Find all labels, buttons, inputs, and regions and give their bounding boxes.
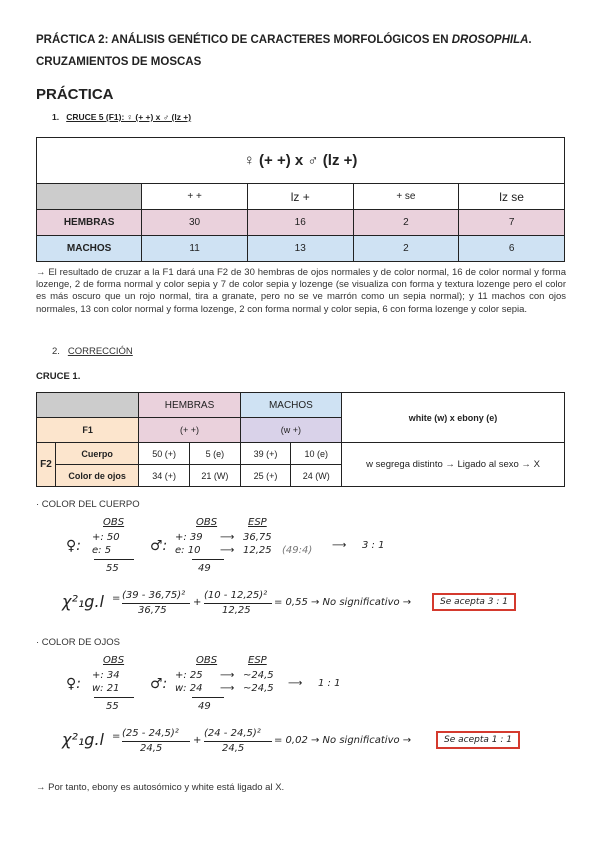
table-row: Color de ojos 34 (+) 21 (W) 25 (+) 24 (W) — [37, 465, 565, 487]
f2-label: F2 — [37, 443, 56, 487]
final-conclusion: → Por tanto, ebony es autosómico y white está ligado al X. — [36, 782, 285, 793]
body-color-heading: · COLOR DEL CUERPO — [36, 499, 140, 510]
list-item-1: 1. CRUCE 5 (F1): ♀ (+ +) x ♂ (lz +) — [52, 112, 192, 122]
accept-box: Se acepta 1 : 1 — [436, 731, 520, 749]
eye-color-handwritten: OBS ♀: +: 34 w: 21 55 OBS ESP ♂: +: 25 w: 24 ⟶ ⟶ ~24,5 ~24,5 49 ⟶ 1 : 1 χ²₁g.l = (25 - 24,5)² 24,5 + (24 - 24,5)² 24,5 = 0,02 → No significativo → Se acepta 1 : 1 — [0, 0, 600, 848]
cruce1-title: CRUCE 1. — [36, 371, 81, 382]
cross5-title: ♀ (+ +) x ♂ (lz +) — [37, 138, 565, 184]
eye-color-heading: · COLOR DE OJOS — [36, 637, 120, 648]
table-row: F2 Cuerpo 50 (+) 5 (e) 39 (+) 10 (e) w segrega distinto → Ligado al sexo → X — [37, 443, 565, 465]
f1-label: F1 — [37, 418, 139, 443]
table-row: HEMBRAS 30 16 2 7 — [37, 210, 565, 236]
machos-header: MACHOS — [240, 393, 341, 418]
section-title: PRÁCTICA — [36, 86, 114, 103]
result-paragraph: → El resultado de cruzar a la F1 dará una F2 de 30 hembras de ojos normales y de color normal, 16 de color normal y forma lozenge, 2 de forma normal y color sepia y 7 de color sepia y lozenge (se visualiza con forma y textura lozenge pero el color es más oscuro que un rojo normal, tira a granate, pero no se ve marrón como un sepia normal); y 11 machos con ojos normales, 13 con color normal y forma lozenge, 2 con forma normal y color sepia, 6 con forma lozenge y color sepia. — [36, 267, 566, 315]
body-color-handwritten: OBS ♀: +: 50 e: 5 55 OBS ESP ♂: +: 39 e: 10 ⟶ ⟶ 36,75 12,25 (49:4) 49 ⟶ 3 : 1 χ²₁g.l = (39 - 36,75)² 36,75 + (10 - 12,25)² 12,25 = 0,55 → No significativo → Se acepta 3 : 1 — [0, 0, 600, 848]
f1-hembras: (+ +) — [139, 418, 240, 443]
accept-box: Se acepta 3 : 1 — [432, 593, 516, 611]
doc-title: PRÁCTICA 2: ANÁLISIS GENÉTICO DE CARACTERES MORFOLÓGICOS EN DROSOPHILA. — [36, 34, 532, 46]
doc-subtitle: CRUZAMIENTOS DE MOSCAS — [36, 56, 202, 68]
col-header: lz + — [247, 184, 353, 210]
hembras-header: HEMBRAS — [139, 393, 240, 418]
f1-machos: (w +) — [240, 418, 341, 443]
table-row: MACHOS 11 13 2 6 — [37, 236, 565, 262]
species-name: DROSOPHILA — [451, 34, 529, 46]
list-item-2: 2. CORRECCIÓN — [52, 346, 133, 357]
cross-label: white (w) x ebony (e) — [342, 393, 565, 443]
col-header: + + — [142, 184, 248, 210]
col-header: lz se — [459, 184, 565, 210]
col-header: + se — [353, 184, 459, 210]
f2-conclusion: w segrega distinto → Ligado al sexo → X — [342, 443, 565, 487]
